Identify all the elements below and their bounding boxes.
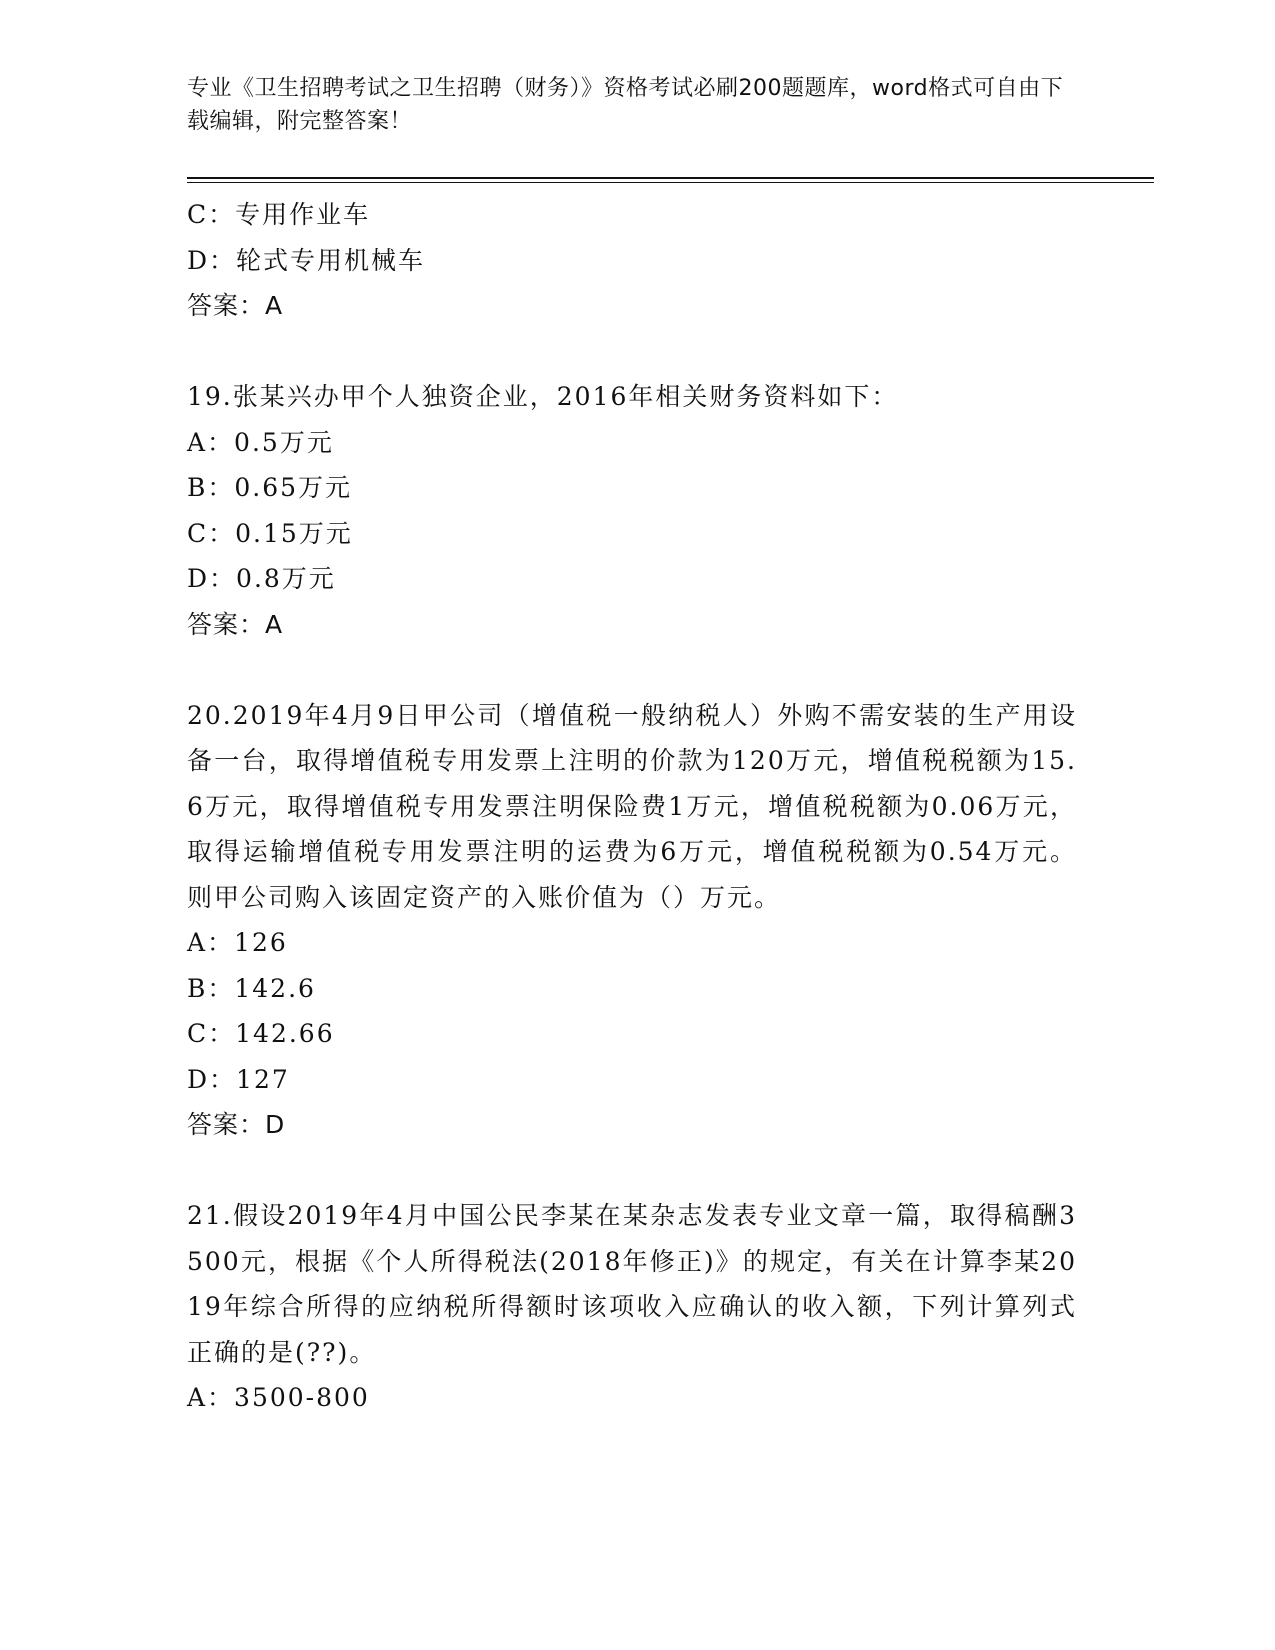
option-line: C：142.66 xyxy=(187,1019,335,1048)
question-text: 19.张某兴办甲个人独资企业，2016年相关财务资料如下： xyxy=(187,382,899,411)
option-line: A：126 xyxy=(187,928,288,957)
option-line: C：专用作业车 xyxy=(187,200,371,229)
spacer xyxy=(187,329,1077,375)
option-line: A：0.5万元 xyxy=(187,427,334,457)
spacer xyxy=(187,647,1077,693)
header-rule-thick xyxy=(187,177,1154,179)
document-body xyxy=(187,192,1077,1421)
option-line: D：127 xyxy=(187,1064,290,1094)
option-line: D：轮式专用机械车 xyxy=(187,245,426,275)
option-line: D：0.8万元 xyxy=(187,564,336,593)
document-header: 专业《卫生招聘考试之卫生招聘（财务）》资格考试必刷200题题库，word格式可自由下载编辑，附完整答案！ xyxy=(187,76,1064,134)
question-text: 20.2019年4月9日甲公司（增值税一般纳税人）外购不需安装的生产用设备一台，取得增值税专用发票上注明的价款为120万元，增值税税额为15.6万元，取得增值税专用发票注明保险费1万元，增值税税额为0.06万元，取得运输增值税专用发票注明的运费为6万元，增值税税额为0.54万元。则甲公司购入该固定资产的入账价值为（）万元。 xyxy=(187,700,1077,912)
option-line: A：3500-800 xyxy=(187,1383,370,1412)
option-line: C：0.15万元 xyxy=(187,518,353,548)
answer-line: 答案：D xyxy=(187,1110,286,1139)
answer-line: 答案：A xyxy=(187,291,284,320)
header-rule-thin xyxy=(187,182,1154,183)
option-line: B：142.6 xyxy=(187,973,316,1003)
question-text: 21.假设2019年4月中国公民李某在某杂志发表专业文章一篇，取得稿酬3500元，根据《个人所得税法(2018年修正)》的规定，有关在计算李某2019年综合所得的应纳税所得额时该项收入应确认的收入额，下列计算列式正确的是(??)。 xyxy=(187,1201,1077,1367)
option-line: B：0.65万元 xyxy=(187,473,353,502)
answer-line: 答案：A xyxy=(187,609,284,639)
spacer xyxy=(187,1148,1077,1194)
